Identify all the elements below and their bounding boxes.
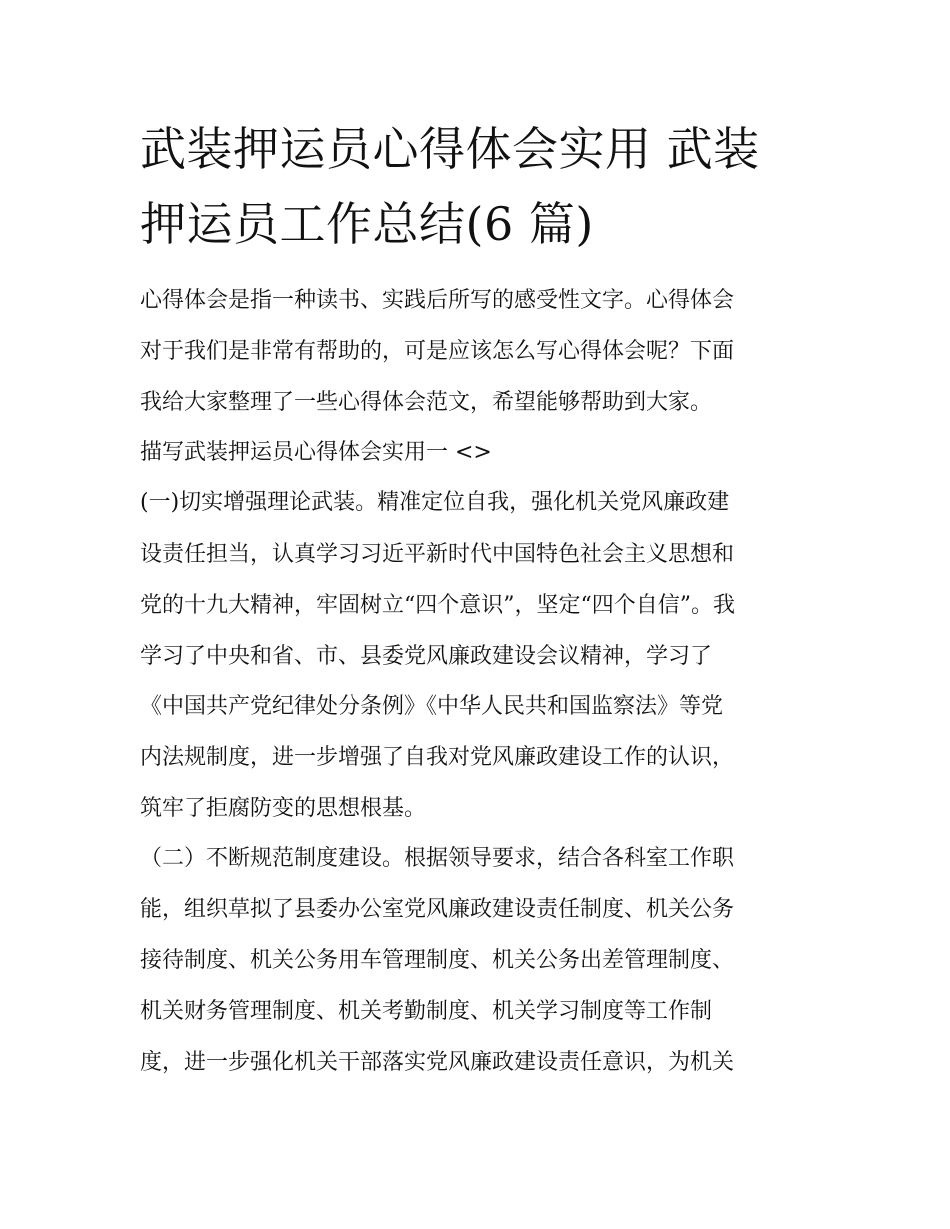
body-line-10: 内法规制度，进一步增强了自我对党风廉政建设工作的认识， [140,745,735,770]
body-line-16: 度，进一步强化机关干部落实党风廉政建设责任意识，为机关 [140,1050,735,1075]
body-line-11: 筑牢了拒腐防变的思想根基。 [140,796,427,821]
body-line-1: 心得体会是指一种读书、实践后所写的感受性文字。心得体会 [140,288,735,313]
body-line-15: 机关财务管理制度、机关考勤制度、机关学习制度等工作制 [140,999,713,1024]
body-line-3: 我给大家整理了一些心得体会范文，希望能够帮助到大家。 [140,390,713,415]
body-line-5: (一)切实增强理论武装。精准定位自我，强化机关党风廉政建 [140,490,730,515]
body-line-9: 《中国共产党纪律处分条例》《中华人民共和国监察法》等党 [140,694,724,719]
document-title [140,112,820,262]
body-line-13: 能，组织草拟了县委办公室党风廉政建设责任制度、机关公务 [140,897,735,922]
section-heading-1: 描写武装押运员心得体会实用一 <> [140,440,492,465]
body-line-12: （二）不断规范制度建设。根据领导要求，结合各科室工作职 [140,846,735,871]
body-line-8: 学习了中央和省、市、县委党风廉政建设会议精神，学习了 [140,644,713,669]
title-line-1: 武装押运员心得体会实用 武装 [140,122,760,176]
body-line-14: 接待制度、机关公务用车管理制度、机关公务出差管理制度、 [140,948,735,973]
title-line-2: 押运员工作总结(6 篇) [140,197,594,251]
body-line-7: 党的十九大精神，牢固树立“四个意识”，坚定“四个自信”。我 [140,593,735,618]
body-line-2: 对于我们是非常有帮助的，可是应该怎么写心得体会呢？下面 [140,339,735,364]
body-line-6: 设责任担当，认真学习习近平新时代中国特色社会主义思想和 [140,542,735,567]
